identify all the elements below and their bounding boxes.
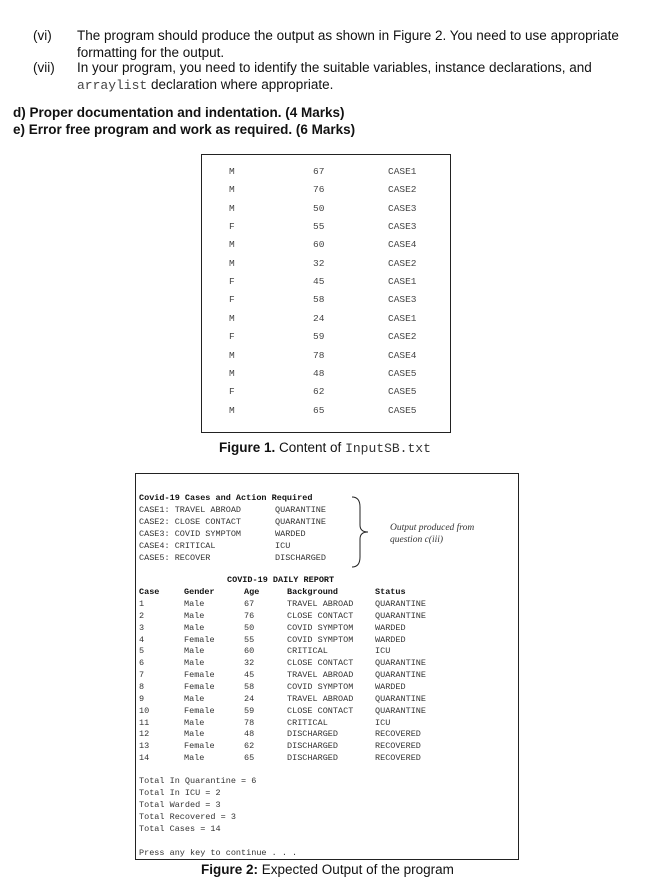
file-age: 32 xyxy=(313,257,325,269)
file-line xyxy=(202,405,450,423)
total-line: Total Recovered = 3 xyxy=(139,812,236,822)
row-gender: Male xyxy=(184,599,205,609)
file-case: CASE3 xyxy=(388,294,417,306)
row-age: 48 xyxy=(244,729,255,740)
row-background: TRAVEL ABROAD xyxy=(287,599,354,609)
case-description: CASE2: CLOSE CONTACT xyxy=(139,517,242,527)
right-brace-icon xyxy=(350,495,372,569)
row-status: QUARANTINE xyxy=(375,599,427,609)
file-line xyxy=(202,184,450,202)
file-age: 67 xyxy=(313,166,325,177)
row-status: QUARANTINE xyxy=(375,705,427,716)
file-age: 60 xyxy=(313,239,325,251)
row-gender: Male xyxy=(184,753,205,764)
row-status: ICU xyxy=(375,646,391,657)
figure1-caption xyxy=(219,440,431,456)
row-background: COVID SYMPTOM xyxy=(287,681,354,692)
row-age: 65 xyxy=(244,753,255,764)
table-row xyxy=(136,646,516,658)
file-gender: F xyxy=(229,221,235,233)
instruction-text-tail: declaration where appropriate. xyxy=(147,77,334,92)
row-case: 14 xyxy=(139,753,150,764)
case-action: ICU xyxy=(275,541,291,551)
file-case: CASE4 xyxy=(388,239,417,251)
case-description: CASE3: COVID SYMPTOM xyxy=(139,529,242,539)
file-age: 76 xyxy=(313,184,325,196)
row-age: 32 xyxy=(244,658,255,669)
instruction-text: In your program, you need to identify the suitable variables, instance declarations, and xyxy=(77,60,592,75)
file-case: CASE3 xyxy=(388,221,417,233)
row-gender: Female xyxy=(184,634,215,645)
column-background: Background xyxy=(287,587,339,597)
file-case: CASE1 xyxy=(388,166,417,177)
case-description: CASE1: TRAVEL ABROAD xyxy=(139,505,242,515)
row-background: DISCHARGED xyxy=(287,753,339,764)
row-age: 76 xyxy=(244,610,255,621)
table-row xyxy=(136,658,516,670)
row-background: CRITICAL xyxy=(287,717,328,728)
row-age: 62 xyxy=(244,741,255,752)
row-case: 4 xyxy=(139,634,145,645)
row-age: 60 xyxy=(244,646,255,657)
file-gender: F xyxy=(229,331,235,343)
total-line: Total In ICU = 2 xyxy=(139,788,221,798)
file-age: 59 xyxy=(313,331,325,343)
case-action: QUARANTINE xyxy=(275,517,327,527)
row-background: CLOSE CONTACT xyxy=(287,658,354,669)
table-row xyxy=(136,635,516,647)
file-gender: M xyxy=(229,367,235,379)
row-case: 10 xyxy=(139,705,150,716)
file-gender: M xyxy=(229,349,235,361)
row-background: CLOSE CONTACT xyxy=(287,705,354,716)
report-header-row xyxy=(136,587,516,599)
file-age: 24 xyxy=(313,312,325,324)
file-case: CASE5 xyxy=(388,386,417,398)
file-line xyxy=(202,276,450,294)
file-age: 65 xyxy=(313,404,325,416)
row-status: RECOVERED xyxy=(375,741,421,752)
case-action: WARDED xyxy=(275,529,306,539)
file-gender: F xyxy=(229,294,235,306)
file-case: CASE1 xyxy=(388,312,417,324)
row-status: WARDED xyxy=(375,622,406,633)
file-line xyxy=(202,166,450,184)
file-line xyxy=(202,350,450,368)
row-age: 24 xyxy=(244,693,255,704)
row-case: 6 xyxy=(139,658,145,669)
row-background: CRITICAL xyxy=(287,646,328,657)
case-definition-row xyxy=(136,553,476,565)
file-case: CASE2 xyxy=(388,184,417,196)
row-age: 78 xyxy=(244,717,255,728)
row-age: 67 xyxy=(244,599,255,609)
file-line xyxy=(202,386,450,404)
instruction-number: (vi) xyxy=(33,28,52,43)
file-gender: F xyxy=(229,276,235,288)
file-gender: M xyxy=(229,184,235,196)
row-status: ICU xyxy=(375,717,391,728)
instruction-vi xyxy=(33,27,633,61)
file-gender: M xyxy=(229,239,235,251)
row-status: QUARANTINE xyxy=(375,658,427,669)
file-case: CASE5 xyxy=(388,404,417,416)
row-case: 13 xyxy=(139,741,150,752)
row-case: 1 xyxy=(139,599,145,609)
file-line xyxy=(202,313,450,331)
row-background: TRAVEL ABROAD xyxy=(287,693,354,704)
row-background: COVID SYMPTOM xyxy=(287,622,354,633)
row-case: 5 xyxy=(139,646,145,657)
row-case: 7 xyxy=(139,670,145,681)
row-case: 3 xyxy=(139,622,145,633)
row-gender: Male xyxy=(184,622,205,633)
figure2-caption-label: Figure 2: xyxy=(201,862,259,877)
table-row xyxy=(136,706,516,718)
table-row xyxy=(136,718,516,730)
case-description: CASE4: CRITICAL xyxy=(139,541,216,551)
figure2-caption xyxy=(201,862,454,877)
table-row xyxy=(136,729,516,741)
row-case: 11 xyxy=(139,717,150,728)
column-gender: Gender xyxy=(184,587,215,597)
case-action: QUARANTINE xyxy=(275,505,327,515)
row-gender: Female xyxy=(184,705,215,716)
file-case: CASE1 xyxy=(388,276,417,288)
row-age: 50 xyxy=(244,622,255,633)
file-line xyxy=(202,331,450,349)
table-row xyxy=(136,753,516,765)
file-gender: F xyxy=(229,386,235,398)
case-definition-row xyxy=(136,505,476,517)
row-age: 59 xyxy=(244,705,255,716)
row-gender: Male xyxy=(184,646,205,657)
row-status: QUARANTINE xyxy=(375,610,427,621)
table-row xyxy=(136,694,516,706)
file-age: 55 xyxy=(313,221,325,233)
row-gender: Male xyxy=(184,610,205,621)
figure1-caption-filename: InputSB.txt xyxy=(345,441,431,456)
row-status: QUARANTINE xyxy=(375,693,427,704)
code-keyword: arraylist xyxy=(77,78,148,93)
file-gender: M xyxy=(229,404,235,416)
row-gender: Male xyxy=(184,729,205,740)
file-age: 50 xyxy=(313,202,325,214)
row-age: 55 xyxy=(244,634,255,645)
file-age: 48 xyxy=(313,367,325,379)
file-case: CASE4 xyxy=(388,349,417,361)
file-age: 62 xyxy=(313,386,325,398)
file-gender: M xyxy=(229,312,235,324)
file-case: CASE2 xyxy=(388,331,417,343)
file-line xyxy=(202,221,450,239)
row-background: DISCHARGED xyxy=(287,741,339,752)
cases-header: Covid-19 Cases and Action Required xyxy=(139,493,313,503)
row-background: TRAVEL ABROAD xyxy=(287,670,354,681)
row-status: QUARANTINE xyxy=(375,670,427,681)
row-gender: Female xyxy=(184,681,215,692)
file-line xyxy=(202,294,450,312)
file-line xyxy=(202,368,450,386)
row-gender: Male xyxy=(184,658,205,669)
file-gender: M xyxy=(229,257,235,269)
file-line xyxy=(202,258,450,276)
row-status: WARDED xyxy=(375,681,406,692)
row-case: 2 xyxy=(139,610,145,621)
file-line xyxy=(202,239,450,257)
instruction-vii xyxy=(33,59,633,93)
table-row xyxy=(136,682,516,694)
row-status: WARDED xyxy=(375,634,406,645)
row-gender: Female xyxy=(184,670,215,681)
file-case: CASE2 xyxy=(388,257,417,269)
file-age: 45 xyxy=(313,276,325,288)
row-case: 8 xyxy=(139,681,145,692)
output-note: Output produced from question c(iii) xyxy=(390,523,475,545)
table-row xyxy=(136,623,516,635)
row-case: 9 xyxy=(139,693,145,704)
figure1-caption-text: Content of xyxy=(275,440,346,455)
continue-prompt: Press any key to continue . . . xyxy=(139,848,298,858)
row-status: RECOVERED xyxy=(375,729,421,740)
file-case: CASE3 xyxy=(388,202,417,214)
total-line: Total Cases = 14 xyxy=(139,824,221,834)
row-background: COVID SYMPTOM xyxy=(287,634,354,645)
row-age: 58 xyxy=(244,681,255,692)
mark-documentation: d) Proper documentation and indentation. (4 Marks) xyxy=(13,105,345,120)
row-background: CLOSE CONTACT xyxy=(287,610,354,621)
row-status: RECOVERED xyxy=(375,753,421,764)
column-status: Status xyxy=(375,587,406,597)
file-gender: M xyxy=(229,166,235,177)
row-age: 45 xyxy=(244,670,255,681)
table-row xyxy=(136,670,516,682)
row-case: 12 xyxy=(139,729,150,740)
instruction-number: (vii) xyxy=(33,60,55,75)
instruction-text: The program should produce the output as shown in Figure 2. You need to use appropriate formatting for the output. xyxy=(77,28,619,60)
column-age: Age xyxy=(244,587,260,597)
row-background: DISCHARGED xyxy=(287,729,339,740)
row-gender: Male xyxy=(184,717,205,728)
row-gender: Male xyxy=(184,693,205,704)
case-action: DISCHARGED xyxy=(275,553,327,563)
file-age: 58 xyxy=(313,294,325,306)
column-case: Case xyxy=(139,587,160,597)
report-title: COVID-19 DAILY REPORT xyxy=(227,575,335,585)
file-line xyxy=(202,203,450,221)
total-line: Total In Quarantine = 6 xyxy=(139,776,257,786)
mark-error-free: e) Error free program and work as required. (6 Marks) xyxy=(13,122,356,137)
file-case: CASE5 xyxy=(388,367,417,379)
row-gender: Female xyxy=(184,741,215,752)
figure1-file-content xyxy=(201,154,451,433)
file-gender: M xyxy=(229,202,235,214)
table-row xyxy=(136,611,516,623)
total-line: Total Warded = 3 xyxy=(139,800,221,810)
file-age: 78 xyxy=(313,349,325,361)
table-row xyxy=(136,741,516,753)
figure2-caption-text: Expected Output of the program xyxy=(258,862,454,877)
case-description: CASE5: RECOVER xyxy=(139,553,211,563)
table-row xyxy=(136,599,516,611)
figure1-caption-label: Figure 1. xyxy=(219,440,276,455)
